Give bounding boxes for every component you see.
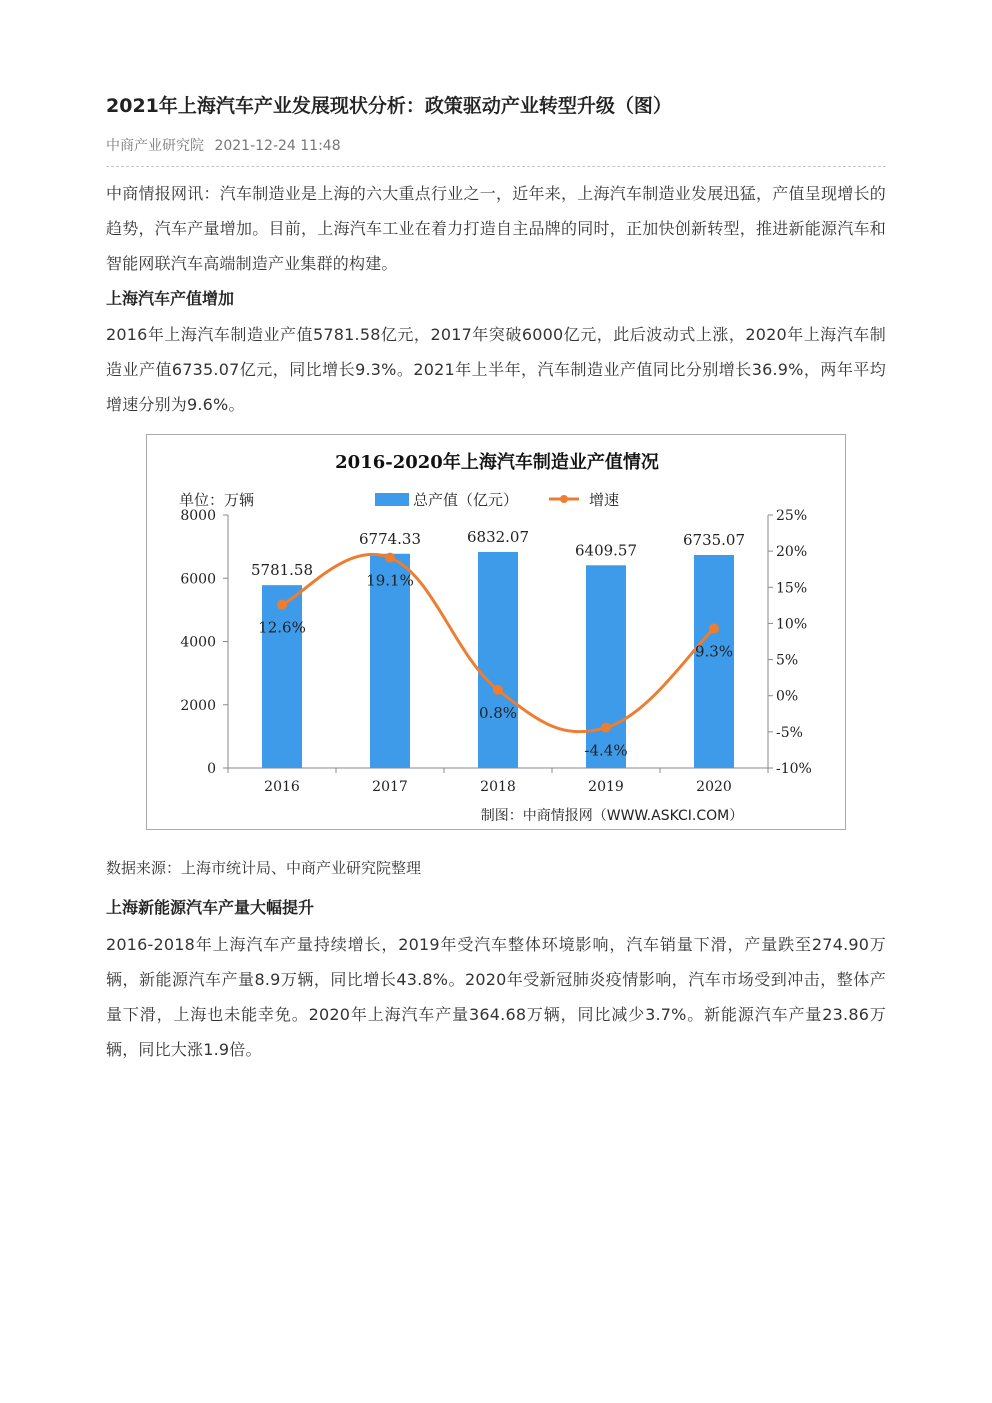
- legend-bar-label: 总产值（亿元）: [413, 491, 519, 509]
- production-value-chart: [147, 435, 845, 829]
- x-tick-label: 2018: [480, 779, 516, 795]
- growth-point-2016: [277, 600, 287, 610]
- left-tick-label: 6000: [180, 571, 216, 588]
- legend-line-marker: [560, 495, 568, 503]
- right-tick-label: 25%: [776, 508, 808, 524]
- right-tick-label: 0%: [776, 688, 799, 705]
- left-tick-label: 0: [207, 761, 216, 777]
- unit-label: 单位：万辆: [179, 491, 255, 509]
- x-tick-label: 2016: [264, 779, 300, 795]
- bar-value-label: 5781.58: [250, 561, 314, 580]
- chart-credit: 制图：中商情报网（WWW.ASKCI.COM）: [480, 808, 744, 824]
- growth-point-2020: [709, 623, 719, 633]
- right-tick-label: -10%: [776, 761, 812, 777]
- growth-value-label: -4.4%: [584, 741, 628, 760]
- left-tick-label: 8000: [180, 508, 216, 524]
- chart-title: 2016-2020年上海汽车制造业产值情况: [335, 452, 659, 473]
- bar-value-label: 6774.33: [358, 529, 422, 548]
- section1-paragraph: 2016年上海汽车制造业产值5781.58亿元，2017年突破6000亿元，此后波动式上涨，2020年上海汽车制造业产值6735.07亿元，同比增长9.3%。2021年上半年，汽车制造业产值同比分别增长36.9%，两年平均增速分别为9.6%。: [106, 325, 886, 414]
- chart-figure: [146, 434, 846, 830]
- divider: [106, 166, 886, 167]
- legend-bar-swatch: [375, 493, 409, 506]
- bar-value-label: 6832.07: [466, 527, 530, 546]
- intro-paragraph: 中商情报网讯：汽车制造业是上海的六大重点行业之一，近年来，上海汽车制造业发展迅猛，产值呈现增长的趋势，汽车产量增加。目前，上海汽车工业在着力打造自主品牌的同时，正加快创新转型，推进新能源汽车和智能网联汽车高端制造产业集群的构建。: [106, 184, 886, 273]
- right-tick-label: 10%: [776, 616, 808, 633]
- legend: [375, 491, 619, 509]
- growth-point-2017: [385, 553, 395, 563]
- right-tick-label: -5%: [776, 724, 803, 741]
- legend-line-label: 增速: [589, 491, 620, 509]
- article-source[interactable]: 中商产业研究院: [106, 138, 204, 154]
- right-tick-label: 15%: [776, 580, 808, 597]
- left-tick-label: 2000: [180, 697, 216, 714]
- x-tick-label: 2019: [588, 779, 624, 795]
- left-tick-label: 4000: [180, 634, 216, 651]
- growth-point-2019: [601, 723, 611, 733]
- article-title: 2021年上海汽车产业发展现状分析：政策驱动产业转型升级（图）: [106, 95, 672, 117]
- section2-paragraph: 2016-2018年上海汽车产量持续增长，2019年受汽车整体环境影响，汽车销量下滑，产量跌至274.90万辆，新能源汽车产量8.9万辆，同比增长43.8%。2020年受新冠肺炎疫情影响，汽车市场受到冲击，整体产量下滑，上海也未能幸免。2020年上海汽车产量364.68万辆，同比减少3.7%。新能源汽车产量23.86万辆，同比大涨1.9倍。: [106, 935, 886, 1059]
- bar-2016: [262, 585, 302, 768]
- growth-value-label: 9.3%: [694, 642, 734, 661]
- growth-value-label: 19.1%: [366, 571, 414, 590]
- bar-2019: [586, 565, 626, 768]
- bar-value-label: 6409.57: [574, 541, 638, 560]
- article-datetime: 2021-12-24 11:48: [214, 138, 341, 154]
- section2-heading: 上海新能源汽车产量大幅提升: [106, 898, 315, 917]
- growth-value-label: 12.6%: [258, 618, 306, 637]
- growth-value-label: 0.8%: [478, 703, 518, 722]
- right-tick-label: 5%: [776, 652, 799, 669]
- article-meta: [106, 135, 341, 155]
- x-tick-label: 2020: [696, 779, 732, 795]
- data-source-note: 数据来源：上海市统计局、中商产业研究院整理: [106, 859, 422, 877]
- x-tick-label: 2017: [372, 779, 408, 795]
- section1-heading: 上海汽车产值增加: [106, 289, 235, 308]
- bar-2018: [478, 552, 518, 768]
- right-tick-label: 20%: [776, 544, 808, 561]
- bar-2020: [694, 555, 734, 768]
- bar-value-label: 6735.07: [682, 531, 746, 550]
- growth-point-2018: [493, 685, 503, 695]
- bars: [262, 552, 734, 768]
